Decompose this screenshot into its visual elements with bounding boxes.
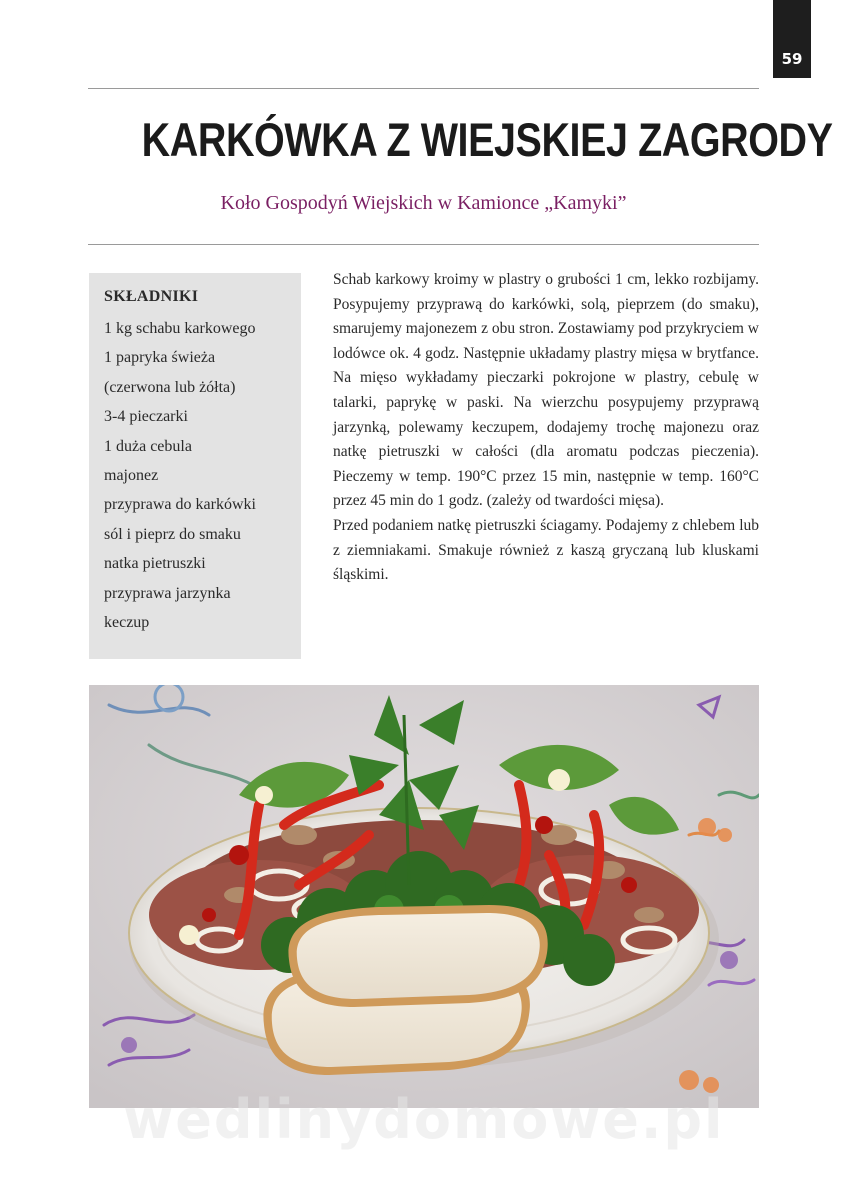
ingredient-item: przyprawa do karkówki	[104, 496, 256, 514]
instructions-paragraph-2: Przed podaniem natkę pietruszki ściagamy. Podajemy z chlebem lub z ziemniakami. Smakuje również z kaszą gryczaną lub kluskami śląskimi.	[333, 516, 759, 584]
page-number: 59	[781, 50, 803, 68]
ingredient-item: natka pietruszki	[104, 555, 206, 573]
instructions-text	[333, 268, 759, 588]
ingredient-item: majonez	[104, 467, 159, 485]
page-number-tab	[773, 0, 811, 78]
bottom-divider	[88, 244, 759, 245]
ingredient-item: 1 papryka świeża	[104, 349, 216, 367]
ingredients-list	[104, 314, 291, 637]
ingredient-item: 1 kg schabu karkowego	[104, 320, 256, 337]
dish-photo	[89, 685, 759, 1108]
ingredients-box	[89, 273, 301, 659]
instructions-paragraph-1: Schab karkowy kroimy w plastry o grubości 1 cm, lekko rozbijamy. Posypujemy przyprawą do karkówki, solą, pieprzem (do smaku), smarujemy majonezem z obu stron. Zostawiamy pod przykryciem w lodówce ok. 4 godz. Następnie układamy plastry mięsa w brytfance. Na mięso wykładamy pieczarki pokrojone w plastry, cebulę w talarki, paprykę w paski. Na wierzchu posypujemy przyprawą jarzynką, polewamy keczupem, dodajemy trochę majonezu oraz natkę pietruszki w całości (dla aromatu podczas pieczenia). Pieczemy w temp. 190°C przez 15 min, następnie w temp. 160°C przez 45 min do 1 godz. (zależy od twardości mięsa).	[333, 271, 759, 510]
ingredient-item: przyprawa jarzynka	[104, 584, 231, 602]
ingredient-item: 1 duża cebula	[104, 437, 192, 455]
top-divider	[88, 88, 759, 89]
ingredient-item: (czerwona lub żółta)	[104, 378, 236, 396]
ingredients-heading: SKŁADNIKI	[104, 288, 199, 305]
ingredient-item: 3-4 pieczarki	[104, 408, 188, 426]
dish-illustration	[89, 685, 759, 1108]
ingredient-item: sól i pieprz do smaku	[104, 525, 241, 543]
watermark-text: wedlinydomowe.pl	[123, 1088, 725, 1151]
recipe-title: KARKÓWKA Z WIEJSKIEJ ZAGRODY	[141, 113, 833, 166]
recipe-subtitle: Koło Gospodyń Wiejskich w Kamionce „Kamyki”	[220, 192, 627, 214]
ingredient-item: keczup	[104, 614, 150, 632]
